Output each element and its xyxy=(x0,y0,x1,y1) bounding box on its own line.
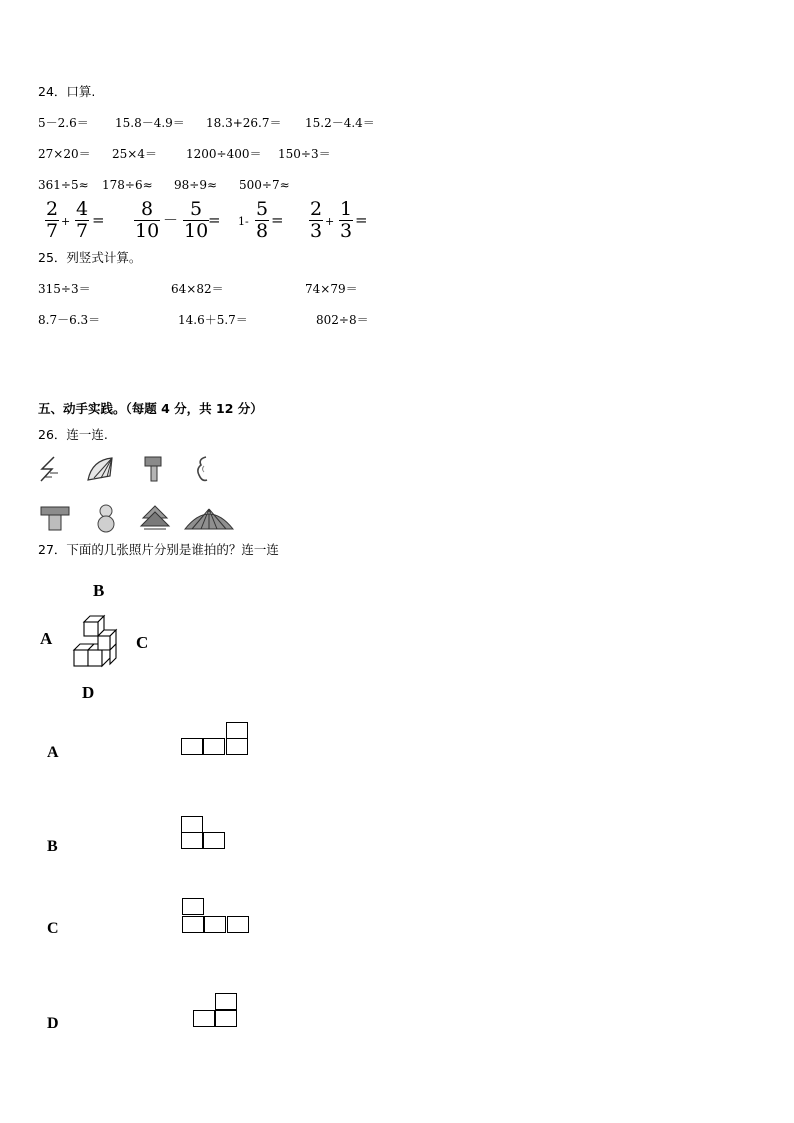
view-square xyxy=(203,738,225,755)
equals-sign: = xyxy=(92,211,105,229)
view-square xyxy=(227,916,249,933)
one-minus: 1- xyxy=(238,215,249,228)
view-label-b: B xyxy=(93,581,105,600)
view-square xyxy=(181,816,203,833)
option-label-d: D xyxy=(47,1015,59,1032)
equals-sign: = xyxy=(208,211,221,229)
q24-r3-c4: 500÷7≈ xyxy=(239,178,290,192)
q24-r2-c2: 25×4＝ xyxy=(112,147,157,161)
q26-title: 26．连一连. xyxy=(38,427,108,442)
q24-r2-c4: 150÷3＝ xyxy=(278,147,331,161)
fraction-1-3: 1 3 xyxy=(340,198,353,242)
view-label-d: D xyxy=(82,683,95,702)
plus-sign: + xyxy=(325,215,335,228)
q24-r1-c3: 18.3+26.7＝ xyxy=(206,116,282,130)
fraction-4-7: 4 7 xyxy=(76,198,89,242)
q24-r2-c3: 1200÷400＝ xyxy=(186,147,262,161)
option-label-b: B xyxy=(47,838,58,855)
view-square xyxy=(181,832,203,849)
fraction-5-10: 5 10 xyxy=(184,198,209,242)
half-gourd-icon xyxy=(196,455,210,483)
mushroom-icon xyxy=(40,505,70,531)
view-square xyxy=(182,898,204,915)
view-label-c: C xyxy=(136,633,149,652)
q25-title: 25．列竖式计算。 xyxy=(38,250,142,265)
q27-title: 27．下面的几张照片分别是谁拍的？连一连 xyxy=(38,542,279,557)
view-square xyxy=(215,993,237,1010)
snowman-icon xyxy=(96,503,116,533)
fraction-2-7: 2 7 xyxy=(46,198,59,242)
view-square xyxy=(182,916,204,933)
option-label-a: A xyxy=(47,744,59,761)
plus-sign: + xyxy=(61,215,71,228)
q25-r1-c2: 64×82＝ xyxy=(171,282,224,296)
fraction-2-3: 2 3 xyxy=(310,198,323,242)
q24-r3-c3: 98÷9≈ xyxy=(174,178,218,192)
cube-stack-figure xyxy=(70,614,122,670)
half-lightning-icon xyxy=(38,455,60,483)
half-umbrella-icon xyxy=(86,456,114,482)
q24-title: 24．口算. xyxy=(38,84,96,99)
section-5-title: 五、动手实践。（每题 4 分，共 12 分） xyxy=(38,401,263,416)
view-square xyxy=(215,1010,237,1027)
view-square xyxy=(203,832,225,849)
q24-r1-c4: 15.2－4.4＝ xyxy=(305,116,375,130)
view-square xyxy=(226,738,248,755)
equals-sign: = xyxy=(355,211,368,229)
view-square xyxy=(204,916,226,933)
q24-r1-c2: 15.8－4.9＝ xyxy=(115,116,185,130)
tree-icon xyxy=(140,504,170,530)
fraction-5-8: 5 8 xyxy=(256,198,269,242)
q24-r1-c1: 5－2.6＝ xyxy=(38,116,89,130)
minus-sign: － xyxy=(163,211,179,229)
view-square xyxy=(181,738,203,755)
q25-r1-c3: 74×79＝ xyxy=(305,282,358,296)
q25-r2-c1: 8.7－6.3＝ xyxy=(38,313,101,327)
half-tree-icon xyxy=(143,455,163,483)
fraction-8-10: 8 10 xyxy=(135,198,160,242)
q25-r2-c3: 802÷8＝ xyxy=(316,313,369,327)
q24-r3-c1: 361÷5≈ xyxy=(38,178,89,192)
view-label-a: A xyxy=(40,629,53,648)
option-label-c: C xyxy=(47,920,59,937)
q25-r2-c2: 14.6＋5.7＝ xyxy=(178,313,248,327)
view-square xyxy=(193,1010,215,1027)
view-square xyxy=(226,722,248,739)
q24-r3-c2: 178÷6≈ xyxy=(102,178,153,192)
q24-r2-c1: 27×20＝ xyxy=(38,147,91,161)
q25-r1-c1: 315÷3＝ xyxy=(38,282,91,296)
equals-sign: = xyxy=(271,211,284,229)
umbrella-icon xyxy=(184,505,234,531)
